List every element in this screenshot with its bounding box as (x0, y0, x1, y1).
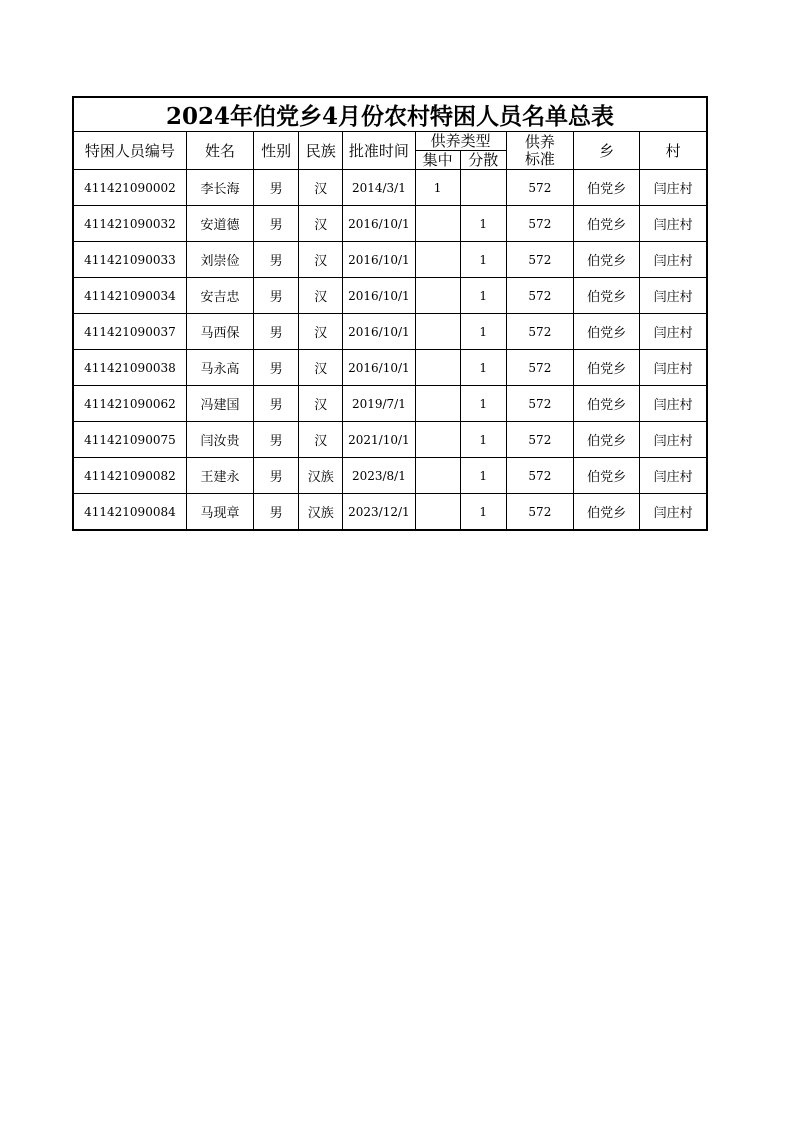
cell-name: 马现章 (186, 494, 253, 531)
header-support-type: 供养类型 (415, 132, 506, 151)
cell-ethnicity: 汉族 (299, 494, 343, 531)
cell-village: 闫庄村 (640, 278, 707, 314)
cell-id: 411421090038 (73, 350, 186, 386)
cell-ethnicity: 汉族 (299, 458, 343, 494)
cell-dispersed: 1 (460, 494, 506, 531)
cell-standard: 572 (506, 314, 573, 350)
cell-id: 411421090032 (73, 206, 186, 242)
roster-table (72, 96, 708, 531)
cell-ethnicity: 汉 (299, 278, 343, 314)
cell-ethnicity: 汉 (299, 350, 343, 386)
cell-gender: 男 (254, 206, 299, 242)
cell-village: 闫庄村 (640, 314, 707, 350)
header-id: 特困人员编号 (73, 132, 186, 170)
cell-gender: 男 (254, 350, 299, 386)
cell-township: 伯党乡 (573, 494, 639, 531)
cell-name: 王建永 (186, 458, 253, 494)
cell-id: 411421090037 (73, 314, 186, 350)
header-gender: 性别 (254, 132, 299, 170)
cell-dispersed: 1 (460, 278, 506, 314)
cell-ethnicity: 汉 (299, 314, 343, 350)
cell-gender: 男 (254, 278, 299, 314)
cell-date: 2023/12/1 (343, 494, 415, 531)
cell-id: 411421090075 (73, 422, 186, 458)
cell-township: 伯党乡 (573, 278, 639, 314)
cell-id: 411421090084 (73, 494, 186, 531)
header-support-standard-line2: 标准 (524, 149, 555, 168)
cell-dispersed: 1 (460, 422, 506, 458)
cell-id: 411421090033 (73, 242, 186, 278)
cell-centralized (415, 314, 460, 350)
cell-date: 2016/10/1 (343, 206, 415, 242)
cell-centralized (415, 386, 460, 422)
cell-date: 2023/8/1 (343, 458, 415, 494)
cell-village: 闫庄村 (640, 350, 707, 386)
cell-dispersed: 1 (460, 206, 506, 242)
cell-village: 闫庄村 (640, 494, 707, 531)
table-row (73, 422, 707, 458)
cell-date: 2016/10/1 (343, 242, 415, 278)
cell-name: 安道德 (186, 206, 253, 242)
cell-name: 马永高 (186, 350, 253, 386)
table-body (73, 170, 707, 531)
cell-township: 伯党乡 (573, 386, 639, 422)
table-row (73, 458, 707, 494)
cell-standard: 572 (506, 206, 573, 242)
header-ethnicity: 民族 (299, 132, 343, 170)
cell-centralized (415, 494, 460, 531)
cell-gender: 男 (254, 386, 299, 422)
cell-name: 李长海 (186, 170, 253, 206)
cell-dispersed: 1 (460, 386, 506, 422)
cell-id: 411421090082 (73, 458, 186, 494)
header-approval-date: 批准时间 (343, 132, 415, 170)
cell-gender: 男 (254, 422, 299, 458)
cell-township: 伯党乡 (573, 458, 639, 494)
cell-dispersed: 1 (460, 350, 506, 386)
cell-village: 闫庄村 (640, 422, 707, 458)
header-centralized: 集中 (415, 151, 460, 170)
cell-gender: 男 (254, 242, 299, 278)
cell-dispersed: 1 (460, 458, 506, 494)
table-row (73, 170, 707, 206)
cell-standard: 572 (506, 494, 573, 531)
table-row (73, 242, 707, 278)
cell-centralized (415, 422, 460, 458)
cell-village: 闫庄村 (640, 206, 707, 242)
cell-standard: 572 (506, 170, 573, 206)
cell-standard: 572 (506, 386, 573, 422)
cell-standard: 572 (506, 350, 573, 386)
table-row (73, 494, 707, 531)
cell-date: 2016/10/1 (343, 278, 415, 314)
cell-id: 411421090034 (73, 278, 186, 314)
cell-name: 马西保 (186, 314, 253, 350)
cell-ethnicity: 汉 (299, 242, 343, 278)
cell-name: 闫汝贵 (186, 422, 253, 458)
table-row (73, 206, 707, 242)
cell-id: 411421090002 (73, 170, 186, 206)
cell-centralized (415, 206, 460, 242)
cell-dispersed (460, 170, 506, 206)
header-village: 村 (640, 132, 707, 170)
cell-standard: 572 (506, 458, 573, 494)
cell-centralized: 1 (415, 170, 460, 206)
cell-township: 伯党乡 (573, 170, 639, 206)
header-support-standard (506, 132, 573, 170)
cell-date: 2016/10/1 (343, 350, 415, 386)
cell-ethnicity: 汉 (299, 422, 343, 458)
cell-centralized (415, 350, 460, 386)
cell-village: 闫庄村 (640, 170, 707, 206)
cell-ethnicity: 汉 (299, 206, 343, 242)
cell-ethnicity: 汉 (299, 386, 343, 422)
cell-gender: 男 (254, 494, 299, 531)
cell-village: 闫庄村 (640, 386, 707, 422)
header-name: 姓名 (186, 132, 253, 170)
cell-date: 2016/10/1 (343, 314, 415, 350)
cell-ethnicity: 汉 (299, 170, 343, 206)
cell-name: 冯建国 (186, 386, 253, 422)
cell-gender: 男 (254, 458, 299, 494)
cell-name: 安吉忠 (186, 278, 253, 314)
cell-centralized (415, 242, 460, 278)
header-township: 乡 (573, 132, 639, 170)
cell-date: 2021/10/1 (343, 422, 415, 458)
header-support-standard-line1: 供养 (524, 132, 555, 151)
cell-township: 伯党乡 (573, 242, 639, 278)
cell-standard: 572 (506, 278, 573, 314)
cell-date: 2019/7/1 (343, 386, 415, 422)
table-row (73, 278, 707, 314)
cell-date: 2014/3/1 (343, 170, 415, 206)
cell-township: 伯党乡 (573, 314, 639, 350)
table-row (73, 386, 707, 422)
cell-name: 刘崇俭 (186, 242, 253, 278)
cell-dispersed: 1 (460, 314, 506, 350)
cell-township: 伯党乡 (573, 350, 639, 386)
header-dispersed: 分散 (460, 151, 506, 170)
cell-gender: 男 (254, 170, 299, 206)
cell-dispersed: 1 (460, 242, 506, 278)
cell-gender: 男 (254, 314, 299, 350)
table-row (73, 350, 707, 386)
table-title: 2024年伯党乡4月份农村特困人员名单总表 (73, 97, 707, 132)
table-row (73, 314, 707, 350)
cell-standard: 572 (506, 242, 573, 278)
cell-village: 闫庄村 (640, 242, 707, 278)
cell-township: 伯党乡 (573, 422, 639, 458)
cell-centralized (415, 278, 460, 314)
cell-township: 伯党乡 (573, 206, 639, 242)
cell-id: 411421090062 (73, 386, 186, 422)
cell-village: 闫庄村 (640, 458, 707, 494)
cell-standard: 572 (506, 422, 573, 458)
cell-centralized (415, 458, 460, 494)
